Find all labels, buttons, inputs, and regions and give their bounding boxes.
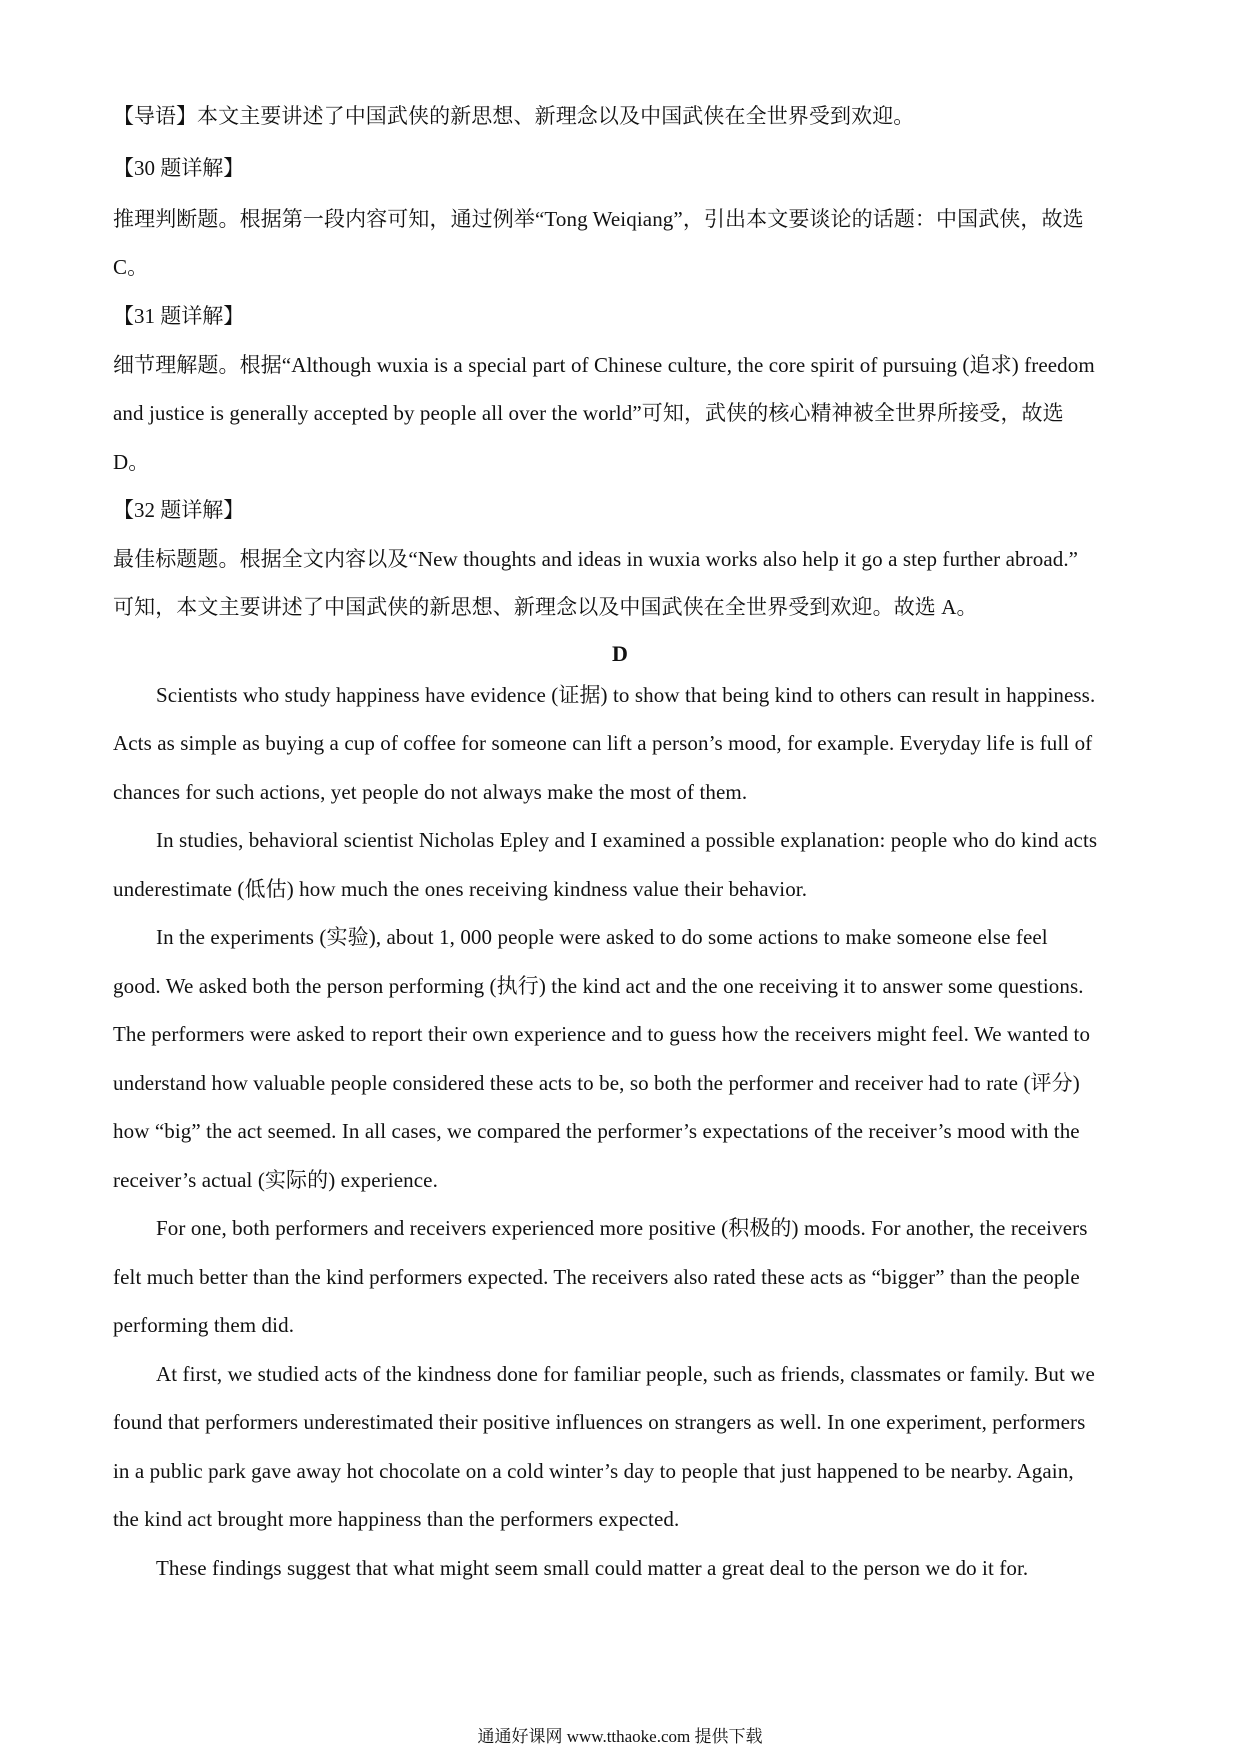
q31-label: 【31 题详解】 bbox=[113, 304, 245, 328]
q32-explanation-line-1: 最佳标题题。根据全文内容以及“New thoughts and ideas in wuxia works also help it go a step further abroad.” bbox=[113, 547, 1079, 571]
p2-line-1: In studies, behavioral scientist Nicholas Epley and I examined a possible explanation: people who do kind acts bbox=[156, 828, 1098, 852]
page-footer: 通通好课网 www.tthaoke.com 提供下载 bbox=[477, 1727, 763, 1746]
p5-line-3: in a public park gave away hot chocolate on a cold winter’s day to people that just happened to be nearby. Again, bbox=[113, 1459, 1074, 1483]
q30-explanation-line-2: C。 bbox=[113, 255, 149, 279]
p4-line-1: For one, both performers and receivers experienced more positive (积极的) moods. For another, the receivers bbox=[156, 1216, 1088, 1240]
p1-line-1: Scientists who study happiness have evidence (证据) to show that being kind to others can result in happiness. bbox=[156, 683, 1096, 707]
q31-explanation-line-3: D。 bbox=[113, 450, 150, 474]
q32-explanation-line-2: 可知，本文主要讲述了中国武侠的新思想、新理念以及中国武侠在全世界受到欢迎。故选 A。 bbox=[113, 595, 978, 619]
intro-label: 【导语】 bbox=[113, 104, 197, 128]
section-d-heading: D bbox=[612, 641, 628, 666]
p3-line-1: In the experiments (实验), about 1, 000 people were asked to do some actions to make someone else feel bbox=[156, 925, 1048, 949]
q31-explanation-line-2: and justice is generally accepted by people all over the world”可知，武侠的核心精神被全世界所接受，故选 bbox=[113, 401, 1064, 425]
p4-line-2: felt much better than the kind performers expected. The receivers also rated these acts as “bigger” than the people bbox=[113, 1265, 1080, 1289]
p5-line-4: the kind act brought more happiness than the performers expected. bbox=[113, 1507, 680, 1531]
q30-label: 【30 题详解】 bbox=[113, 156, 245, 180]
intro-text: 本文主要讲述了中国武侠的新思想、新理念以及中国武侠在全世界受到欢迎。 bbox=[197, 104, 915, 128]
p3-line-2: good. We asked both the person performing (执行) the kind act and the one receiving it to answer some questions. bbox=[113, 974, 1084, 998]
p2-line-2: underestimate (低估) how much the ones receiving kindness value their behavior. bbox=[113, 877, 808, 901]
p3-line-3: The performers were asked to report their own experience and to guess how the receivers might feel. We wanted to bbox=[113, 1022, 1091, 1046]
p5-line-2: found that performers underestimated their positive influences on strangers as well. In one experiment, performers bbox=[113, 1410, 1086, 1434]
p4-line-3: performing them did. bbox=[113, 1313, 295, 1337]
p3-line-6: receiver’s actual (实际的) experience. bbox=[113, 1168, 438, 1192]
intro-line bbox=[113, 101, 1125, 131]
q30-explanation-line-1: 推理判断题。根据第一段内容可知，通过例举“Tong Weiqiang”，引出本文要谈论的话题：中国武侠，故选 bbox=[113, 207, 1084, 231]
p3-line-4: understand how valuable people considered these acts to be, so both the performer and receiver had to rate (评分) bbox=[113, 1071, 1080, 1095]
p1-line-3: chances for such actions, yet people do not always make the most of them. bbox=[113, 780, 748, 804]
p3-line-5: how “big” the act seemed. In all cases, we compared the performer’s expectations of the receiver’s mood with the bbox=[113, 1119, 1080, 1143]
p5-line-1: At first, we studied acts of the kindness done for familiar people, such as friends, classmates or family. But we bbox=[156, 1362, 1095, 1386]
q31-explanation-line-1: 细节理解题。根据“Although wuxia is a special part of Chinese culture, the core spirit of pursuing (追求) freedom bbox=[113, 353, 1095, 377]
p6-line-1: These findings suggest that what might seem small could matter a great deal to the person we do it for. bbox=[156, 1556, 1029, 1580]
p1-line-2: Acts as simple as buying a cup of coffee for someone can lift a person’s mood, for example. Everyday life is full of bbox=[113, 731, 1093, 755]
q32-label: 【32 题详解】 bbox=[113, 498, 245, 522]
